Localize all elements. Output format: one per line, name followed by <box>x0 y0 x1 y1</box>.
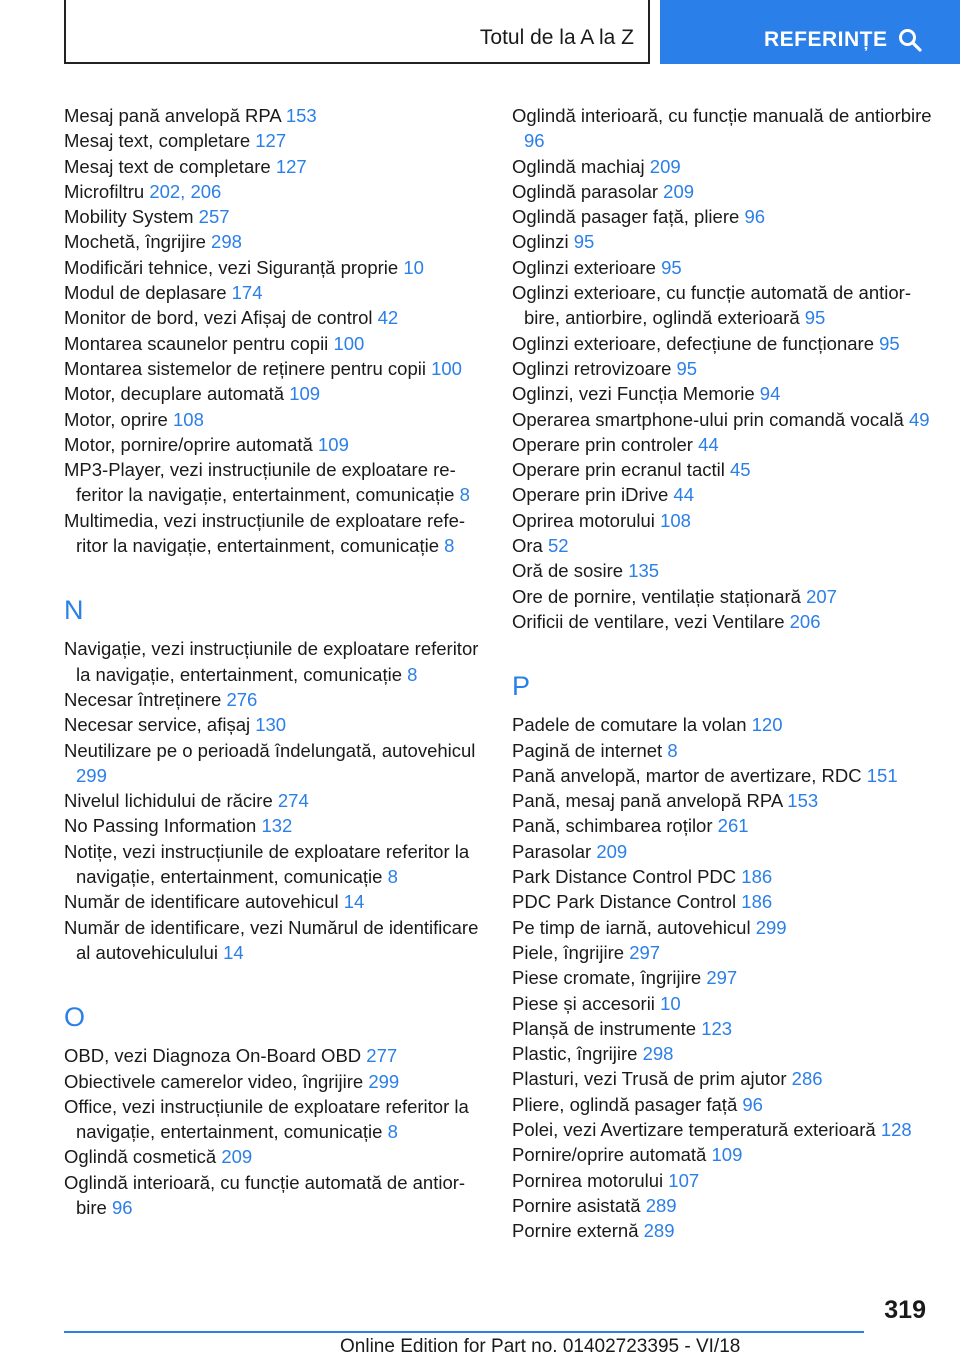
index-entry-text: Montarea sistemelor de reținere pentru copii <box>64 357 432 379</box>
index-entry-text: Obiectivele camerelor video, îngrijire <box>64 1070 369 1092</box>
index-entry-text: Număr de identificare autovehicul <box>64 891 344 913</box>
index-entry-text: Mobility System <box>64 206 199 228</box>
page-reference-link[interactable]: 95 <box>676 357 698 379</box>
page-reference-link[interactable]: 8 <box>667 739 678 761</box>
index-entry-text: Operare prin ecranul tactil <box>512 459 730 481</box>
index-entry <box>64 179 484 204</box>
index-entry <box>64 103 484 128</box>
index-entry-text: Office, vezi instrucțiunile de exploatare referitor la navigație, entertainment, comunicație <box>64 1095 469 1143</box>
index-entry-text: Neutilizare pe o perioadă îndelungată, autovehicul <box>64 739 476 761</box>
page-reference-link[interactable]: 96 <box>524 130 545 152</box>
page-reference-link[interactable]: 174 <box>231 282 263 304</box>
index-entry-text: Mesaj text, completare <box>64 130 256 152</box>
index-entry <box>512 788 932 813</box>
page-reference-link[interactable]: 127 <box>255 130 287 152</box>
search-icon[interactable] <box>898 28 922 52</box>
index-entry-text: Pornire asistată <box>512 1194 646 1216</box>
page-reference-link[interactable]: 153 <box>787 790 819 812</box>
index-entry <box>512 179 932 204</box>
page-reference-link[interactable]: 95 <box>661 256 682 278</box>
index-entry <box>64 839 484 890</box>
index-entry-text: Oglindă machiaj <box>512 155 650 177</box>
index-entry-text: Mesaj pană anvelopă RPA <box>64 105 286 126</box>
index-entry-text: Pană, mesaj pană anvelopă RPA <box>512 790 788 812</box>
index-entry <box>64 915 484 966</box>
index-letter-heading: N <box>64 595 84 626</box>
page-reference-link[interactable]: 206 <box>789 610 821 632</box>
index-entry <box>512 457 932 482</box>
page-reference-link[interactable]: 151 <box>866 764 898 786</box>
index-entry-text: Oprirea motorului <box>512 509 661 531</box>
page-reference-link[interactable]: 289 <box>643 1220 675 1242</box>
page-reference-link[interactable]: 209 <box>649 155 681 177</box>
index-letter-heading: P <box>512 671 531 702</box>
index-entry <box>64 204 484 229</box>
index-entry <box>64 636 484 687</box>
index-entry-text: Oglindă pasager față, pliere <box>512 206 745 228</box>
index-entry <box>64 280 484 305</box>
index-entry <box>64 432 484 457</box>
page-reference-link[interactable]: 202, 206 <box>149 180 222 202</box>
index-entry-text: Pornire externă <box>512 1220 644 1242</box>
index-entry-text: Oglindă interioară, cu funcție manuală de antiorbire <box>512 105 932 126</box>
page-reference-link[interactable]: 14 <box>223 941 244 963</box>
index-entry <box>64 229 484 254</box>
page-reference-link[interactable]: 10 <box>660 992 681 1014</box>
index-column-left <box>64 103 484 1220</box>
page-reference-link[interactable]: 8 <box>459 484 470 506</box>
page-reference-link[interactable]: 8 <box>407 663 418 685</box>
page-reference-link[interactable]: 52 <box>547 535 569 557</box>
index-entry-text: Piese și accesorii <box>512 992 661 1014</box>
section-title: Totul de la A la Z <box>479 26 634 49</box>
index-entry <box>64 305 484 330</box>
index-entry <box>64 331 484 356</box>
index-entry-text: Necesar întreținere <box>64 688 227 710</box>
page-reference-link[interactable]: 257 <box>198 206 230 228</box>
index-entry-text: Oră de sosire <box>512 560 629 582</box>
index-entry-text: Mochetă, îngrijire <box>64 231 212 253</box>
index-entry <box>512 864 932 889</box>
index-entry <box>64 255 484 280</box>
index-entry <box>512 1218 932 1243</box>
index-entry <box>512 1168 932 1193</box>
index-entry <box>512 331 932 356</box>
index-entry <box>512 558 932 583</box>
page-reference-link[interactable]: 94 <box>759 383 781 405</box>
index-entry-text: PDC Park Distance Control <box>512 891 742 913</box>
page-reference-link[interactable]: 95 <box>879 332 900 354</box>
index-entry <box>512 991 932 1016</box>
index-entry-text: Pe timp de iarnă, autovehicul <box>512 916 756 938</box>
index-entry <box>64 1043 484 1068</box>
index-entry-text: Plastic, îngrijire <box>512 1043 643 1065</box>
index-entry-text: Oglindă parasolar <box>512 180 664 202</box>
page-reference-link[interactable]: 42 <box>377 307 399 329</box>
index-entry-text: Pagină de internet <box>512 739 668 761</box>
page-reference-link[interactable]: 277 <box>366 1045 398 1067</box>
index-entry <box>64 356 484 381</box>
page-reference-link[interactable]: 209 <box>596 840 628 862</box>
index-entry-text: Microfiltru <box>64 180 150 202</box>
index-entry-text: No Passing Information <box>64 815 262 837</box>
index-entry <box>512 154 932 179</box>
index-entry-text: Plasturi, vezi Trusă de prim ajutor <box>512 1068 792 1090</box>
index-entry <box>512 1193 932 1218</box>
page-reference-link[interactable]: 109 <box>318 433 349 455</box>
index-entry-text: Piele, îngrijire <box>512 941 630 963</box>
index-entry <box>512 280 932 331</box>
page-reference-link[interactable]: 109 <box>289 383 321 405</box>
page-reference-link[interactable]: 14 <box>343 891 365 913</box>
page-reference-link[interactable]: 261 <box>717 815 749 837</box>
index-entry-text: Pliere, oglindă pasager față <box>512 1093 743 1115</box>
page-reference-link[interactable]: 299 <box>368 1070 400 1092</box>
index-entry <box>512 738 932 763</box>
index-entry-text: Mesaj text de completare <box>64 155 276 177</box>
index-entry-text: Oglinzi exterioare, defecțiune de funcționare <box>512 332 880 354</box>
page-number: 319 <box>884 1296 926 1324</box>
page-reference-link[interactable]: 108 <box>660 509 691 531</box>
index-entry <box>512 204 932 229</box>
index-entry <box>64 738 484 789</box>
index-entry-text: Multimedia, vezi instrucțiunile de exploatare referitor la navigație, entertainment, comunicație <box>64 509 466 557</box>
page-reference-link[interactable]: 96 <box>742 1093 763 1115</box>
index-entry-text: Notițe, vezi instrucțiunile de exploatare referitor la navigație, entertainment, comunicație <box>64 840 470 888</box>
page-reference-link[interactable]: 276 <box>226 688 258 710</box>
index-entry-text: Oglinzi exterioare, cu funcție automată de antiorbire, antiorbire, oglindă exterioară <box>512 282 911 329</box>
index-entry <box>512 889 932 914</box>
page-reference-link[interactable]: 96 <box>112 1196 133 1218</box>
index-entry <box>512 1117 932 1142</box>
index-entry <box>512 1016 932 1041</box>
page-reference-link[interactable]: 44 <box>698 433 719 455</box>
page-reference-link[interactable]: 130 <box>255 714 287 736</box>
index-entry <box>512 712 932 737</box>
index-entry <box>512 940 932 965</box>
index-entry-text: Piese cromate, îngrijire <box>512 967 707 989</box>
index-entry <box>512 482 932 507</box>
page-reference-link[interactable]: 289 <box>645 1194 677 1216</box>
page-reference-link[interactable]: 10 <box>403 256 424 278</box>
index-entry-text: Motor, oprire <box>64 408 173 430</box>
page-reference-link[interactable]: 120 <box>751 714 783 736</box>
edition-text: Online Edition for Part no. 01402723395 - VI/18 <box>340 1336 741 1357</box>
page-reference-link[interactable]: 100 <box>333 332 365 354</box>
page-reference-link[interactable]: 297 <box>706 967 738 989</box>
page-reference-link[interactable]: 109 <box>711 1144 743 1166</box>
page-reference-link[interactable]: 207 <box>806 585 837 607</box>
index-entry-text: Montarea scaunelor pentru copii <box>64 332 334 354</box>
index-entry <box>64 687 484 712</box>
index-entry <box>512 229 932 254</box>
references-tab-label: REFERINȚE <box>764 28 888 51</box>
references-tab[interactable] <box>660 0 960 64</box>
index-entry <box>64 712 484 737</box>
index-entry <box>512 965 932 990</box>
index-entry <box>64 1094 484 1145</box>
index-entry <box>64 788 484 813</box>
index-entry <box>512 763 932 788</box>
footer-divider <box>64 1331 864 1333</box>
index-entry-text: Modul de deplasare <box>64 282 232 304</box>
page-reference-link[interactable]: 8 <box>387 866 398 888</box>
index-entry <box>512 813 932 838</box>
page-reference-link[interactable]: 8 <box>444 535 455 557</box>
index-entry <box>512 1142 932 1167</box>
page-reference-link[interactable]: 95 <box>804 307 826 329</box>
page-reference-link[interactable]: 127 <box>275 155 307 177</box>
index-entry-text: Operare prin iDrive <box>512 484 674 506</box>
page-reference-link[interactable]: 274 <box>277 790 309 812</box>
index-entry-text: Polei, vezi Avertizare temperatură exterioară <box>512 1118 881 1140</box>
index-entry-text: Padele de comutare la volan <box>512 714 752 736</box>
page-reference-link[interactable]: 45 <box>730 459 751 481</box>
index-entry <box>64 381 484 406</box>
index-letter-heading: O <box>64 1002 86 1033</box>
index-entry-text: Ora <box>512 535 548 557</box>
index-entry <box>512 609 932 634</box>
index-entry-text: Pană, schimbarea roților <box>512 815 718 837</box>
index-entry <box>64 407 484 432</box>
page-reference-link[interactable]: 135 <box>628 560 660 582</box>
index-entry <box>512 103 932 154</box>
index-entry <box>64 508 484 559</box>
index-entry-text: Pornire/oprire automată <box>512 1144 712 1166</box>
index-entry-text: Pornirea motorului <box>512 1169 669 1191</box>
index-entry-text: Număr de identificare, vezi Numărul de identificare al autovehiculului <box>64 916 479 963</box>
index-entry-text: Pană anvelopă, martor de avertizare, RDC <box>512 764 867 786</box>
page-reference-link[interactable]: 8 <box>387 1121 398 1143</box>
index-entry <box>64 889 484 914</box>
index-entry-text: Operare prin controler <box>512 433 699 455</box>
page-reference-link[interactable]: 100 <box>431 357 462 379</box>
index-entry <box>64 154 484 179</box>
index-entry <box>512 584 932 609</box>
index-entry-text: Oglindă interioară, cu funcție automată de antiorbire <box>64 1171 466 1218</box>
page-reference-link[interactable]: 299 <box>755 916 787 938</box>
index-entry <box>512 255 932 280</box>
index-entry-text: Oglinzi, vezi Funcția Memorie <box>512 383 760 405</box>
index-entry-text: Parasolar <box>512 840 597 862</box>
page-reference-link[interactable]: 44 <box>673 484 694 506</box>
page-reference-link[interactable]: 298 <box>642 1043 674 1065</box>
index-entry <box>512 839 932 864</box>
index-entry-text: Planșă de instrumente <box>512 1017 702 1039</box>
index-entry <box>64 813 484 838</box>
index-entry <box>512 533 932 558</box>
page-reference-link[interactable]: 299 <box>76 764 107 786</box>
page-reference-link[interactable]: 209 <box>663 180 695 202</box>
page-reference-link[interactable]: 107 <box>668 1169 700 1191</box>
index-entry <box>512 381 932 406</box>
index-entry-text: Ore de pornire, ventilație staționară <box>512 585 807 607</box>
index-entry-text: Necesar service, afișaj <box>64 714 256 736</box>
index-entry <box>512 1092 932 1117</box>
page-reference-link[interactable]: 186 <box>741 866 773 888</box>
index-entry <box>64 1069 484 1094</box>
page-reference-link[interactable]: 209 <box>221 1146 253 1168</box>
page-reference-link[interactable]: 123 <box>701 1017 733 1039</box>
page-reference-link[interactable]: 153 <box>285 105 317 126</box>
index-entry-text: Oglinzi exterioare <box>512 256 662 278</box>
index-entry-text: MP3-Player, vezi instrucțiunile de exploatare referitor la navigație, entertainment, comunicație <box>64 459 460 506</box>
index-entry <box>512 915 932 940</box>
index-entry-text: Motor, pornire/oprire automată <box>64 433 318 455</box>
page-reference-link[interactable]: 96 <box>744 206 766 228</box>
page-reference-link[interactable]: 128 <box>880 1118 912 1140</box>
index-column-right <box>512 103 932 1243</box>
index-entry <box>512 1041 932 1066</box>
index-entry <box>64 128 484 153</box>
index-entry <box>512 508 932 533</box>
index-entry-text: Oglinzi retrovizoare <box>512 357 677 379</box>
page-reference-link[interactable]: 298 <box>211 231 242 253</box>
index-entry <box>64 1144 484 1169</box>
page-reference-link[interactable]: 186 <box>741 891 773 913</box>
index-entry-text: Navigație, vezi instrucțiunile de exploatare referitor la navigație, entertainment, comunicație <box>64 638 479 685</box>
index-entry-text: Nivelul lichidului de răcire <box>64 790 278 812</box>
page-reference-link[interactable]: 108 <box>173 408 204 430</box>
index-entry-text: OBD, vezi Diagnoza On-Board OBD <box>64 1045 367 1067</box>
index-entry <box>512 432 932 457</box>
page-header <box>0 0 960 68</box>
index-entry-text: Monitor de bord, vezi Afișaj de control <box>64 307 378 329</box>
index-entry-text: Modificări tehnice, vezi Siguranță proprie <box>64 256 404 278</box>
page-reference-link[interactable]: 132 <box>261 815 293 837</box>
page-reference-link[interactable]: 49 <box>908 408 930 430</box>
section-title-box <box>64 0 650 64</box>
index-entry <box>64 1170 484 1221</box>
page-reference-link[interactable]: 286 <box>791 1068 823 1090</box>
index-entry <box>512 356 932 381</box>
index-entry-text: Orificii de ventilare, vezi Ventilare <box>512 610 790 632</box>
page-reference-link[interactable]: 297 <box>629 941 661 963</box>
index-entry-text: Oglindă cosmetică <box>64 1146 222 1168</box>
index-entry-text: Park Distance Control PDC <box>512 866 742 888</box>
page-reference-link[interactable]: 95 <box>573 231 595 253</box>
index-entry <box>512 1066 932 1091</box>
index-entry <box>512 407 932 432</box>
index-entry-text: Oglinzi <box>512 231 574 253</box>
index-entry-text: Operarea smartphone-ului prin comandă vocală <box>512 408 909 430</box>
index-entry <box>64 457 484 508</box>
index-entry-text: Motor, decuplare automată <box>64 383 290 405</box>
